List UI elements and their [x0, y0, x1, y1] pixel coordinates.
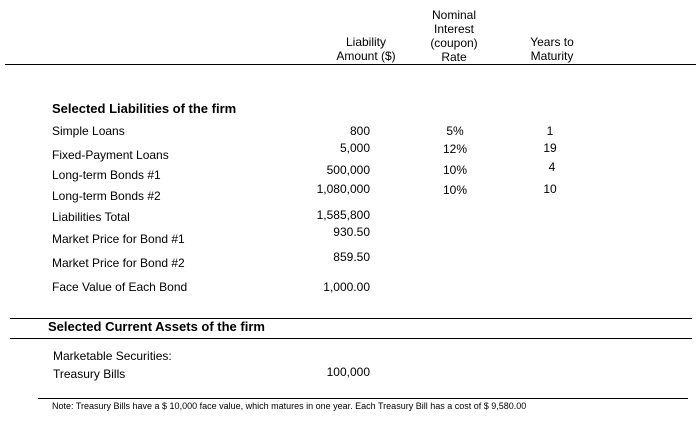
header-years-line1: Years to [530, 35, 574, 49]
row-label-treasury-bills: Treasury Bills [53, 367, 126, 381]
row-years-long-term-bonds-1: 4 [548, 160, 556, 174]
note-divider [38, 398, 688, 399]
row-label-market-price-bond-1: Market Price for Bond #1 [52, 232, 185, 246]
header-interest-rate [414, 8, 494, 64]
row-label-marketable-securities: Marketable Securities: [53, 349, 172, 363]
header-years-line2: Maturity [530, 49, 574, 63]
row-years-fixed-payment-loans: 19 [543, 141, 557, 155]
header-interest-rate-line2: Interest [433, 22, 475, 36]
row-amount-treasury-bills: 100,000 [326, 365, 370, 379]
row-label-simple-loans: Simple Loans [52, 124, 125, 138]
assets-bottom-divider [10, 338, 692, 339]
row-amount-fixed-payment-loans: 5,000 [339, 141, 370, 155]
row-amount-face-value: 1,000.00 [323, 280, 370, 294]
header-liability-amount-line1: Liability [345, 35, 387, 49]
row-label-long-term-bonds-1: Long-term Bonds #1 [52, 168, 161, 182]
row-rate-long-term-bonds-2: 10% [442, 183, 468, 197]
row-label-fixed-payment-loans: Fixed-Payment Loans [52, 148, 169, 162]
row-rate-simple-loans: 5% [446, 124, 464, 138]
row-amount-simple-loans: 800 [349, 124, 370, 138]
row-rate-fixed-payment-loans: 12% [442, 142, 468, 156]
header-liability-amount-line2: Amount ($) [336, 49, 396, 63]
row-years-long-term-bonds-2: 10 [543, 182, 557, 196]
header-liability-amount [326, 35, 406, 63]
header-interest-rate-line4: Rate [441, 50, 467, 64]
assets-title: Selected Current Assets of the firm [48, 319, 265, 334]
header-divider [5, 64, 696, 65]
liabilities-title: Selected Liabilities of the firm [52, 101, 237, 116]
row-label-long-term-bonds-2: Long-term Bonds #2 [52, 189, 161, 203]
row-amount-liabilities-total: 1,585,800 [316, 208, 370, 222]
row-amount-market-price-bond-1: 930.50 [333, 225, 370, 239]
row-label-market-price-bond-2: Market Price for Bond #2 [52, 256, 185, 270]
row-rate-long-term-bonds-1: 10% [442, 163, 468, 177]
row-label-liabilities-total: Liabilities Total [52, 210, 130, 224]
row-amount-long-term-bonds-1: 500,000 [326, 163, 370, 177]
header-years-to-maturity [512, 35, 592, 63]
row-label-face-value: Face Value of Each Bond [52, 280, 188, 294]
header-interest-rate-line3: (coupon) [430, 36, 478, 50]
row-amount-market-price-bond-2: 859.50 [333, 250, 370, 264]
row-amount-long-term-bonds-2: 1,080,000 [316, 182, 370, 196]
row-years-simple-loans: 1 [546, 124, 554, 138]
footnote: Note: Treasury Bills have a $ 10,000 face value, which matures in one year. Each Treasury Bill has a cost of $ 9,580.00 [52, 401, 527, 411]
header-interest-rate-line1: Nominal [431, 8, 476, 22]
